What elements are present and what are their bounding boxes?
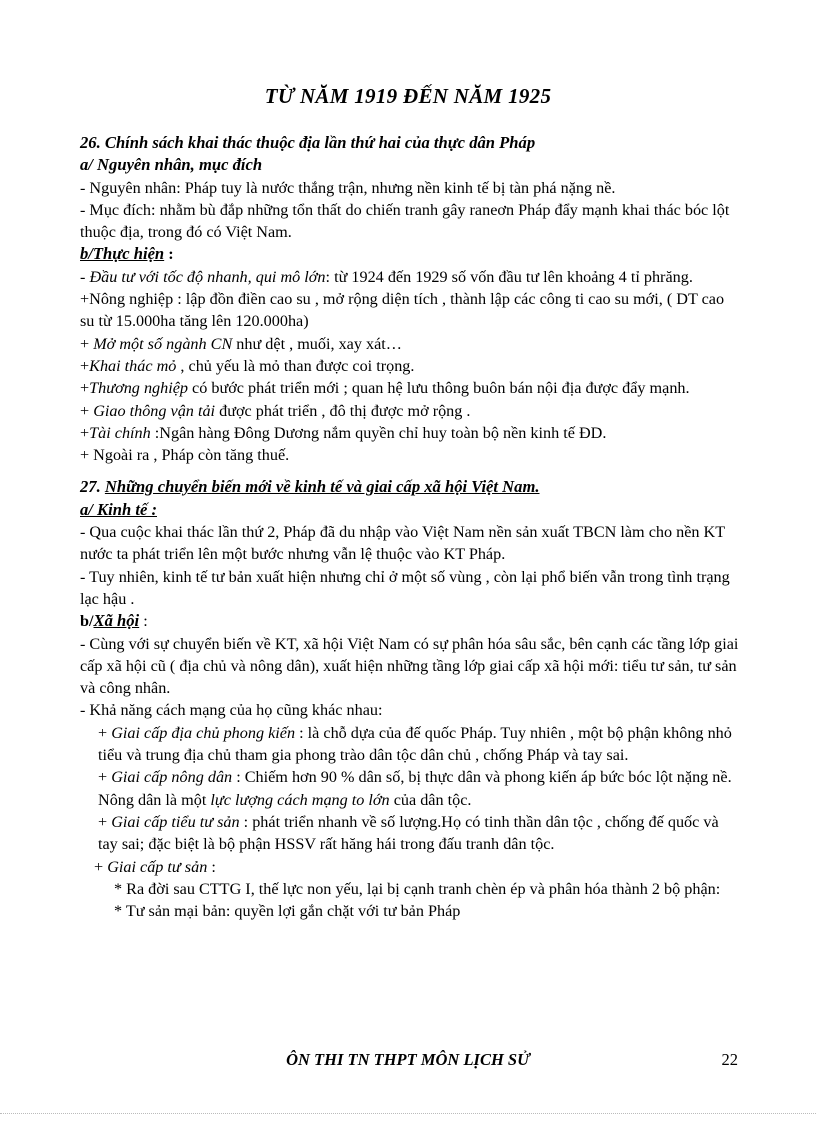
paragraph-commerce: +Thương nghiệp có bước phát triển mới ; quan hệ lưu thông buôn bán nội địa được đẩy mạnh. bbox=[80, 379, 690, 398]
section-26-heading: 26. Chính sách khai thác thuộc địa lần thứ hai của thực dân Pháp bbox=[80, 133, 536, 152]
paragraph-peasants: + Giai cấp nông dân : Chiếm hơn 90 % dân số, bị thực dân và phong kiến áp bức bóc lột nặng nề. Nông dân là một lực lượng cách mạng to lớn của dân tộc. bbox=[98, 768, 732, 809]
paragraph-transport: + Giao thông vận tải được phát triển , đô thị được mở rộng . bbox=[80, 401, 471, 420]
section-26a-heading: a/ Nguyên nhân, mục đích bbox=[80, 155, 263, 175]
paragraph-comprador: * Tư sản mại bản: quyền lợi gắn chặt với tư bản Pháp bbox=[114, 902, 461, 921]
section-26b-label: b/Thực hiện bbox=[80, 244, 165, 264]
section-27b-heading: b/Xã hội : bbox=[80, 611, 148, 631]
page-number: 22 bbox=[721, 1050, 738, 1069]
paragraph-agriculture: +Nông nghiệp : lập đồn điền cao su , mở rộng diện tích , thành lập các công ti cao su mới, ( DT cao su từ 15.000ha tăng lên 120.000ha) bbox=[80, 290, 725, 331]
footer-title: ÔN THI TN THPT MÔN LỊCH SỬ bbox=[286, 1050, 530, 1069]
paragraph-purpose: - Mục đích: nhằm bù đắp những tổn thất do chiến tranh gây raneơn Pháp đẩy mạnh khai thác bóc lột thuộc địa, trong đó có Việt Nam. bbox=[80, 200, 730, 242]
paragraph-landlords: + Giai cấp địa chủ phong kiến : là chỗ dựa của đế quốc Pháp. Tuy nhiên , một bộ phận không nhỏ tiểu và trung địa chủ tham gia phong trào dân tộc dân chủ , chống Pháp và tay sai. bbox=[98, 723, 732, 765]
paragraph-taxes: + Ngoài ra , Pháp còn tăng thuế. bbox=[80, 446, 290, 465]
section-26b-heading: b/Thực hiện : bbox=[80, 244, 174, 264]
page-title: TỪ NĂM 1919 ĐẾN NĂM 1925 bbox=[264, 84, 552, 108]
paragraph-society-2: - Khả năng cách mạng của họ cũng khác nhau: bbox=[80, 701, 383, 720]
paragraph-economy-2: - Tuy nhiên, kinh tế tư bản xuất hiện nhưng chỉ ở một số vùng , còn lại phổ biến vẫn trong tình trạng lạc hậu . bbox=[80, 567, 730, 608]
page-bottom-divider bbox=[0, 1113, 816, 1114]
paragraph-bourgeois: + Giai cấp tư sản : bbox=[94, 857, 216, 876]
paragraph-mining: +Khai thác mỏ , chủ yếu là mỏ than được coi trọng. bbox=[80, 356, 415, 375]
paragraph-bourgeois-origin: * Ra đời sau CTTG I, thế lực non yếu, lại bị cạnh tranh chèn ép và phân hóa thành 2 bộ phận: bbox=[114, 879, 721, 898]
section-27-heading: 27. Những chuyển biến mới về kinh tế và giai cấp xã hội Việt Nam. bbox=[80, 477, 540, 497]
paragraph-economy-1: - Qua cuộc khai thác lần thứ 2, Pháp đã du nhập vào Việt Nam nền sản xuất TBCN làm cho nền KT nước ta phát triển lên một bước nhưng vẫn lệ thuộc vào KT Pháp. bbox=[80, 523, 725, 564]
document-body bbox=[80, 132, 740, 922]
paragraph-society-1: - Cùng với sự chuyển biến về KT, xã hội Việt Nam có sự phân hóa sâu sắc, bên cạnh các tầng lớp giai cấp xã hội cũ ( địa chủ và nông dân), xuất hiện những tầng lớp giai cấp xã hội mới: tiểu tư sản, tư sản và công nhân. bbox=[80, 634, 739, 698]
paragraph-cause: - Nguyên nhân: Pháp tuy là nước thắng trận, nhưng nền kinh tế bị tàn phá nặng nề. bbox=[80, 178, 616, 197]
paragraph-petty-bourgeois: + Giai cấp tiểu tư sản : phát triển nhanh về số lượng.Họ có tinh thần dân tộc , chống đế quốc và tay sai; đặc biệt là bộ phận HSSV rất hăng hái trong đấu tranh dân tộc. bbox=[98, 812, 719, 854]
paragraph-investment: - Đầu tư với tốc độ nhanh, qui mô lớn: từ 1924 đến 1929 số vốn đầu tư lên khoảng 4 tỉ phrăng. bbox=[80, 267, 693, 286]
section-27a-heading: a/ Kinh tế : bbox=[80, 499, 157, 519]
paragraph-finance: +Tài chính :Ngân hàng Đông Dương nắm quyền chỉ huy toàn bộ nền kinh tế ĐD. bbox=[80, 423, 607, 442]
paragraph-industry: + Mở một số ngành CN như dệt , muối, xay xát… bbox=[80, 334, 402, 353]
